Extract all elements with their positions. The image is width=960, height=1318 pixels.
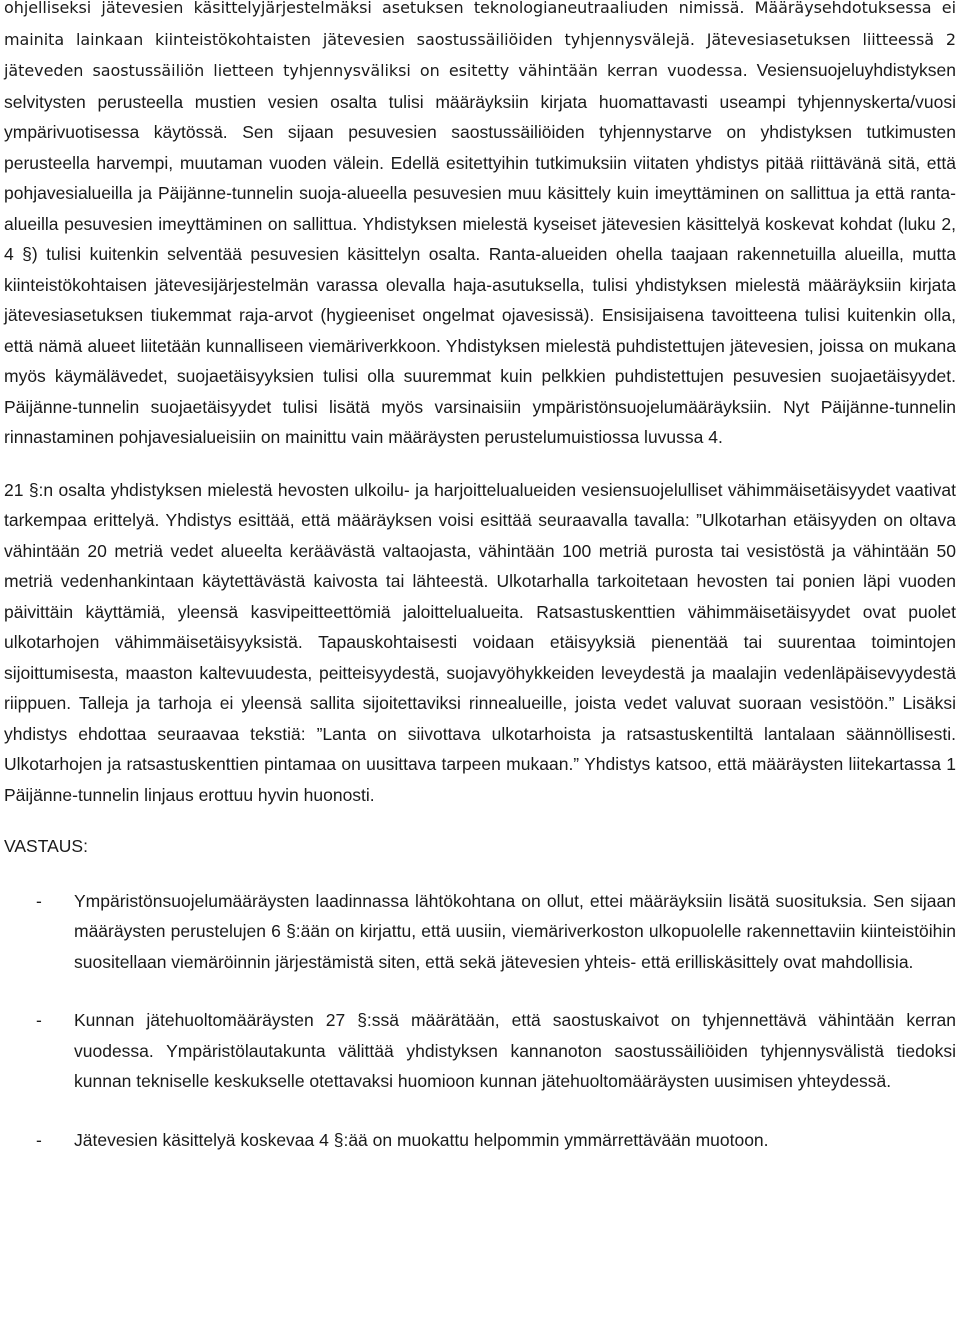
answer-item-text: Ympäristönsuojelumääräysten laadinnassa lähtökohtana on ollut, ettei määräyksiin lisätä suosituksia. Sen sijaan määräysten perustelujen 6 §:ään on kirjattu, että uusiin, viemäriverkoston ulkopuolelle rakennettaviin kiinteistöihin suositellaan viemäröinnin järjestämistä siten, että sekä jätevesien yhteis- että erilliskäsittely ovat mahdollisia. xyxy=(74,890,956,972)
answer-item-3 xyxy=(4,1125,956,1156)
list-bullet: - xyxy=(36,1129,42,1150)
answer-item-2 xyxy=(4,1005,956,1097)
paragraph-1-part-a: ohjelliseksi jätevesien käsittelyjärjestelmäksi asetuksen teknologianeutraaliuden nimissä. Määräysehdotuksessa ei mainita lainkaan kiinteistökohtaisten jätevesien saostussäiliöiden tyhjennysvälejä. Jätevesiasetuksen liitteessä 2 jäteveden saostussäiliön lietteen tyhjennysväliksi on esitetty vähintään kerran vuodessa. xyxy=(4,0,956,80)
document-page xyxy=(4,0,956,1183)
list-bullet: - xyxy=(36,890,42,911)
answer-item-text: Jätevesien käsittelyä koskevaa 4 §:ää on muokattu helpommin ymmärrettävään muotoon. xyxy=(74,1129,769,1150)
body-paragraph-1 xyxy=(4,0,956,453)
body-paragraph-2: 21 §:n osalta yhdistyksen mielestä hevosten ulkoilu- ja harjoittelualueiden vesiensuojelulliset vähimmäisetäisyydet vaativat tarkempaa erittelyä. Yhdistys esittää, että määräyksen voisi esittää seuraavalla tavalla: ”Ulkotarhan etäisyyden on oltava vähintään 20 metriä vedet alueelta keräävästä valtaojasta, vähintään 100 metriä purosta tai vesistöstä ja vähintään 50 metriä vedenhankintaan käytettävästä kaivosta tai lähteestä. Ulkotarhalla tarkoitetaan hevosten tai ponien läpi vuoden päivittäin käyttämiä, yleensä kasvipeitteettömiä jaloittelualueita. Ratsastuskenttien vähimmäisetäisyydet ovat puolet ulkotarhojen vähimmäisetäisyyksistä. Tapauskohtaisesti voidaan etäisyyksiä pienentää tai suurentaa toimintojen sijoittumisesta, maaston kaltevuudesta, peitteisyydestä, suojavyöhykkeiden leveydestä ja maalajin vedenläpäisevyydestä riippuen. Talleja ja tarhoja ei yleensä sallita sijoitettaviksi rinnealueille, joista vedet valuvat suoraan vesistöön.” Lisäksi yhdistys ehdottaa seuraavaa tekstiä: ”Lanta on siivottava ulkotarhoista ja ratsastuskentiltä lantalaan säännöllisesti. Ulkotarhojen ja ratsastuskenttien pintamaa on uusittava tarpeen mukaan.” Yhdistys katsoo, että määräysten liitekartassa 1 Päijänne-tunnelin linjaus erottuu hyvin huonosti. xyxy=(4,479,956,805)
list-bullet: - xyxy=(36,1010,42,1030)
answer-item-1 xyxy=(4,886,956,978)
answer-item-text: Kunnan jätehuoltomääräysten 27 §:ssä määrätään, että saostuskaivot on tyhjennettävä vähintään kerran vuodessa. Ympäristölautakunta välittää yhdistyksen kannanoton saostussäiliöiden tyhjennysvälistä tiedoksi kunnan tekniselle keskukselle otettavaksi huomioon kunnan jätehuoltomääräysten uusimisen yhteydessä. xyxy=(74,1010,956,1091)
answer-list xyxy=(4,886,956,1156)
paragraph-1-part-b: Vesiensuojeluyhdistyksen selvitysten perusteella mustien vesien osalta tulisi määräyksiin kirjata huomattavasti useampi tyhjennyskerta/vuosi ympärivuotisessa käytössä. Sen sijaan pesuvesien saostussäiliöiden tyhjennystarve on yhdistyksen tutkimusten perusteella harvempi, muutaman vuoden välein. Edellä esitettyihin tutkimuksiin viitaten yhdistys pitää riittävänä sitä, että pohjavesialueilla ja Päijänne-tunnelin suoja-alueella pesuvesien muu käsittely kuin imeyttäminen on sallittua ja että ranta-alueilla pesuvesien imeyttäminen on sallittua. Yhdistyksen mielestä kyseiset jätevesien käsittelyä koskevat kohdat (luku 2, 4 §) tulisi kuitenkin selventää pesuvesien käsittelyn osalta. Ranta-alueiden ohella taajaan rakennetuilla alueilla, mutta kiinteistökohtaisen jätevesijärjestelmän varassa olevalla haja-asutuksella, tulisi yhdistyksen mielestä määräyksiin kirjata jätevesiasetuksen tiukemmat raja-arvot (hygieeniset ongelmat ojavesissä). Ensisijaisena tavoitteena tulisi kuitenkin olla, että nämä alueet liitetään kunnalliseen viemäriverkkoon. Yhdistyksen mielestä puhdistettujen jätevesien, joissa on mukana myös käymälävedet, suojaetäisyyksien tulisi olla suuremmat kuin pelkkien puhdistettujen pesuvesien suojaetäisyydet. Päijänne-tunnelin suojaetäisyydet tulisi lisätä myös varsinaisiin ympäristönsuojelumääräyksiin. Nyt Päijänne-tunnelin rinnastaminen pohjavesialueisiin on mainittu vain määräysten perustelumuistiossa luvussa 4. xyxy=(4,60,957,447)
answer-heading: VASTAUS: xyxy=(4,836,88,856)
